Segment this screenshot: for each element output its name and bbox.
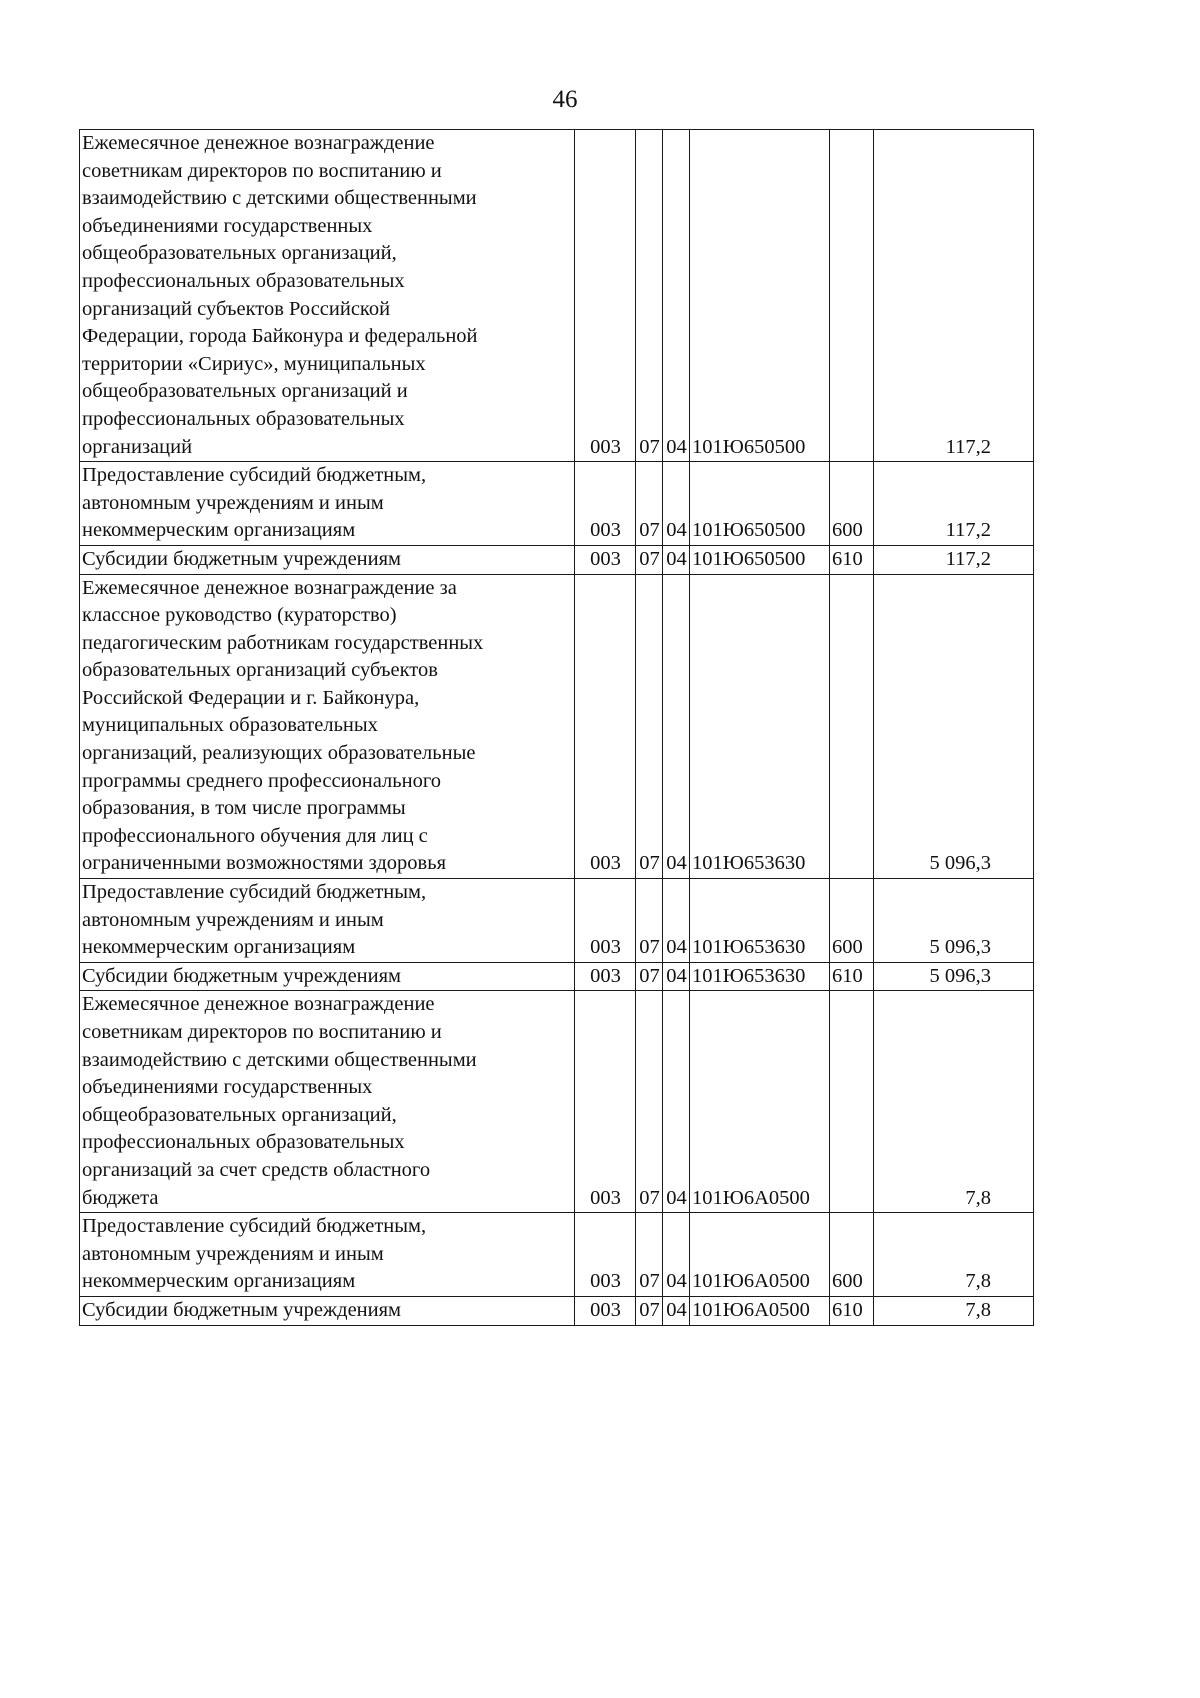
row-expense-type-code [830,991,874,1213]
row-section-code: 07 [636,130,663,462]
row-target-article-code: 101Ю653630 [690,962,830,991]
table-row [80,462,1034,546]
row-amount: 117,2 [874,462,1034,546]
row-amount: 117,2 [874,545,1034,574]
budget-table [79,129,1034,1326]
row-amount: 7,8 [874,1296,1034,1325]
row-name: Субсидии бюджетным учреждениям [80,962,575,991]
row-name: Ежемесячное денежное вознаграждение советникам директоров по воспитанию и взаимодействию с детскими общественными объединениями государственных общеобразовательных организаций, профессиональных образовательных организаций субъектов Российской Федерации, города Байконура и федеральной территории «Сириус», муниципальных общеобразовательных организаций и профессиональных образовательных организаций [80,130,575,462]
table-row [80,879,1034,963]
page-number: 46 [552,86,578,113]
row-expense-type-code [830,130,874,462]
row-grbs-code: 003 [575,991,636,1213]
row-subsection-code: 04 [663,462,690,546]
row-expense-type-code: 610 [830,962,874,991]
row-amount: 5 096,3 [874,574,1034,879]
row-grbs-code: 003 [575,130,636,462]
row-grbs-code: 003 [575,879,636,963]
table-body [80,130,1034,1326]
row-name: Субсидии бюджетным учреждениям [80,545,575,574]
row-amount: 5 096,3 [874,879,1034,963]
row-grbs-code: 003 [575,462,636,546]
table-row [80,1296,1034,1325]
row-expense-type-code: 610 [830,1296,874,1325]
row-section-code: 07 [636,545,663,574]
row-target-article-code: 101Ю6А0500 [690,1213,830,1297]
row-section-code: 07 [636,1296,663,1325]
row-target-article-code: 101Ю650500 [690,130,830,462]
row-amount: 5 096,3 [874,962,1034,991]
row-section-code: 07 [636,574,663,879]
table-row [80,130,1034,462]
row-expense-type-code: 610 [830,545,874,574]
table-row [80,574,1034,879]
table-row [80,991,1034,1213]
row-grbs-code: 003 [575,545,636,574]
row-target-article-code: 101Ю653630 [690,574,830,879]
row-amount: 7,8 [874,991,1034,1213]
row-subsection-code: 04 [663,962,690,991]
row-section-code: 07 [636,1213,663,1297]
row-target-article-code: 101Ю650500 [690,545,830,574]
row-expense-type-code: 600 [830,1213,874,1297]
row-subsection-code: 04 [663,574,690,879]
row-expense-type-code: 600 [830,462,874,546]
row-amount: 7,8 [874,1213,1034,1297]
row-name: Субсидии бюджетным учреждениям [80,1296,575,1325]
row-name: Предоставление субсидий бюджетным, автономным учреждениям и иным некоммерческим организациям [80,879,575,963]
row-section-code: 07 [636,462,663,546]
row-name: Ежемесячное денежное вознаграждение советникам директоров по воспитанию и взаимодействию с детскими общественными объединениями государственных общеобразовательных организаций, профессиональных образовательных организаций за счет средств областного бюджета [80,991,575,1213]
row-subsection-code: 04 [663,545,690,574]
row-target-article-code: 101Ю653630 [690,879,830,963]
row-expense-type-code: 600 [830,879,874,963]
row-target-article-code: 101Ю650500 [690,462,830,546]
row-target-article-code: 101Ю6А0500 [690,1296,830,1325]
row-section-code: 07 [636,879,663,963]
row-subsection-code: 04 [663,1213,690,1297]
row-subsection-code: 04 [663,1296,690,1325]
row-grbs-code: 003 [575,1213,636,1297]
row-subsection-code: 04 [663,130,690,462]
table-row [80,1213,1034,1297]
row-amount: 117,2 [874,130,1034,462]
row-expense-type-code [830,574,874,879]
row-grbs-code: 003 [575,574,636,879]
row-grbs-code: 003 [575,1296,636,1325]
row-name: Предоставление субсидий бюджетным, автономным учреждениям и иным некоммерческим организациям [80,1213,575,1297]
row-subsection-code: 04 [663,879,690,963]
table-row [80,545,1034,574]
row-target-article-code: 101Ю6А0500 [690,991,830,1213]
table-row [80,962,1034,991]
row-name: Ежемесячное денежное вознаграждение за классное руководство (кураторство) педагогическим работникам государственных образовательных организаций субъектов Российской Федерации и г. Байконура, муниципальных образовательных организаций, реализующих образовательные программы среднего профессионального образования, в том числе программы профессионального обучения для лиц с ограниченными возможностями здоровья [80,574,575,879]
row-name: Предоставление субсидий бюджетным, автономным учреждениям и иным некоммерческим организациям [80,462,575,546]
row-subsection-code: 04 [663,991,690,1213]
row-section-code: 07 [636,991,663,1213]
row-section-code: 07 [636,962,663,991]
row-grbs-code: 003 [575,962,636,991]
